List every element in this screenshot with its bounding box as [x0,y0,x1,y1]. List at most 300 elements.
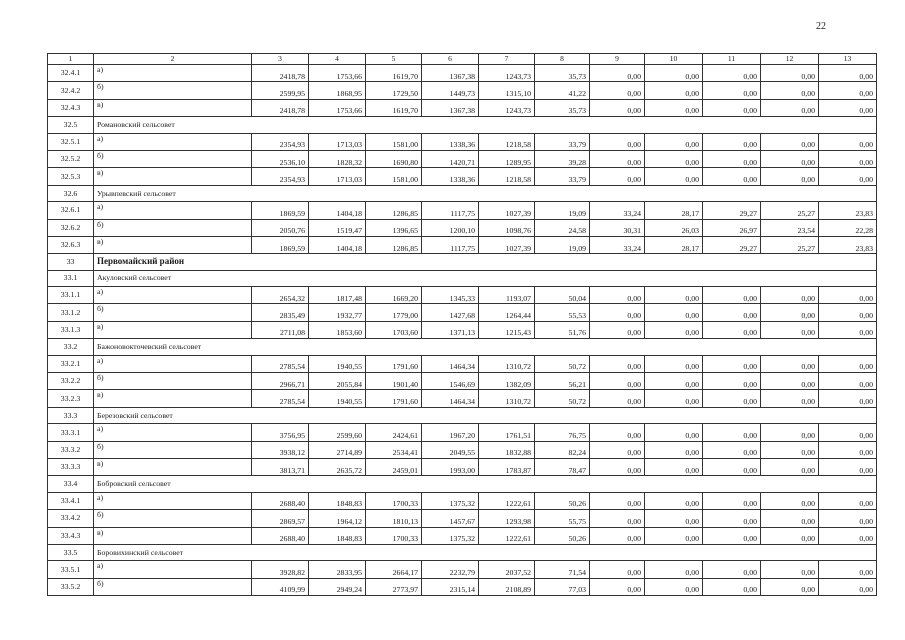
value-cell: 0,00 [761,373,819,390]
value-cell: 2418,78 [252,99,309,116]
value-cell: 0,00 [703,458,761,475]
table-row [48,424,877,441]
value-cell: 33,79 [535,168,590,185]
column-number-cell: 2 [94,54,252,65]
table-row [48,373,877,390]
value-cell: 0,00 [645,527,703,544]
row-code-cell: 32.4.2 [48,82,94,99]
row-label-cell: б) [94,304,252,321]
value-cell: 0,00 [761,492,819,509]
value-cell: 1367,38 [422,65,479,82]
row-code-cell: 33.2.2 [48,373,94,390]
row-label-cell: а) [94,492,252,509]
row-code-cell: 33.3.3 [48,458,94,475]
value-cell: 1940,55 [309,390,366,407]
value-cell: 1828,32 [309,150,366,167]
value-cell: 3756,95 [252,424,309,441]
row-code-cell: 33.2.3 [48,390,94,407]
value-cell: 1832,88 [479,441,535,458]
value-cell: 1810,13 [366,510,422,527]
value-cell: 0,00 [819,168,877,185]
value-cell: 1783,87 [479,458,535,475]
value-cell: 0,00 [645,373,703,390]
value-cell: 2599,95 [252,82,309,99]
table-row [48,441,877,458]
value-cell: 2315,14 [422,578,479,595]
section-header-row [48,270,877,286]
value-cell: 29,27 [703,202,761,219]
value-cell: 1218,58 [479,133,535,150]
value-cell: 0,00 [761,458,819,475]
value-cell: 0,00 [703,390,761,407]
value-cell: 1243,73 [479,99,535,116]
row-code-cell: 33 [48,254,94,270]
value-cell: 1519,47 [309,219,366,236]
value-cell: 1967,20 [422,424,479,441]
column-number-cell: 12 [761,54,819,65]
value-cell: 1310,72 [479,390,535,407]
value-cell: 1382,09 [479,373,535,390]
value-cell: 1713,03 [309,168,366,185]
section-title-cell: Акуловский сельсовет [94,270,877,286]
value-cell: 0,00 [703,424,761,441]
value-cell: 23,54 [761,219,819,236]
row-code-cell: 32.6 [48,185,94,201]
value-cell: 1546,69 [422,373,479,390]
value-cell: 2654,32 [252,287,309,304]
value-cell: 0,00 [703,321,761,338]
value-cell: 29,27 [703,236,761,253]
value-cell: 0,00 [819,82,877,99]
value-cell: 1222,61 [479,492,535,509]
table-row [48,578,877,595]
value-cell: 0,00 [645,168,703,185]
column-number-cell: 1 [48,54,94,65]
value-cell: 0,00 [645,578,703,595]
value-cell: 1791,60 [366,355,422,372]
value-cell: 1700,33 [366,527,422,544]
value-cell: 1338,36 [422,168,479,185]
row-code-cell: 33.3.1 [48,424,94,441]
value-cell: 1464,34 [422,355,479,372]
value-cell: 39,28 [535,150,590,167]
value-cell: 28,17 [645,236,703,253]
value-cell: 0,00 [645,355,703,372]
value-cell: 1367,38 [422,99,479,116]
value-cell: 78,47 [535,458,590,475]
value-cell: 0,00 [761,150,819,167]
value-cell: 2424,61 [366,424,422,441]
row-code-cell: 33.2 [48,339,94,355]
value-cell: 1420,71 [422,150,479,167]
row-code-cell: 32.6.1 [48,202,94,219]
value-cell: 0,00 [761,527,819,544]
table-row [48,492,877,509]
value-cell: 2354,93 [252,168,309,185]
table-row [48,321,877,338]
value-cell: 1761,51 [479,424,535,441]
value-cell: 0,00 [645,458,703,475]
value-cell: 2418,78 [252,65,309,82]
value-cell: 1396,65 [366,219,422,236]
row-code-cell: 33.5.2 [48,578,94,595]
value-cell: 77,03 [535,578,590,595]
value-cell: 50,26 [535,492,590,509]
section-header-row [48,544,877,560]
value-cell: 25,27 [761,202,819,219]
value-cell: 0,00 [819,492,877,509]
value-cell: 0,00 [761,99,819,116]
value-cell: 0,00 [590,99,645,116]
value-cell: 4109,99 [252,578,309,595]
value-cell: 2688,40 [252,527,309,544]
value-cell: 51,76 [535,321,590,338]
value-cell: 1404,18 [309,236,366,253]
value-cell: 50,72 [535,390,590,407]
value-cell: 0,00 [819,65,877,82]
table-row [48,168,877,185]
value-cell: 1117,75 [422,236,479,253]
row-code-cell: 33.4 [48,476,94,492]
value-cell: 71,54 [535,561,590,578]
value-cell: 0,00 [819,150,877,167]
value-cell: 1753,66 [309,99,366,116]
row-code-cell: 32.4.1 [48,65,94,82]
table-row [48,304,877,321]
section-header-row [48,407,877,423]
value-cell: 82,24 [535,441,590,458]
value-cell: 1200,10 [422,219,479,236]
value-cell: 0,00 [703,492,761,509]
value-cell: 0,00 [819,133,877,150]
value-cell: 0,00 [590,510,645,527]
value-cell: 0,00 [819,287,877,304]
value-cell: 0,00 [590,390,645,407]
row-code-cell: 32.4.3 [48,99,94,116]
row-code-cell: 33.1.3 [48,321,94,338]
value-cell: 1713,03 [309,133,366,150]
value-cell: 0,00 [590,133,645,150]
value-cell: 1286,85 [366,202,422,219]
value-cell: 2635,72 [309,458,366,475]
value-cell: 0,00 [703,510,761,527]
row-code-cell: 33.3 [48,407,94,423]
value-cell: 1853,60 [309,321,366,338]
value-cell: 0,00 [819,561,877,578]
value-cell: 3938,12 [252,441,309,458]
value-cell: 33,79 [535,133,590,150]
row-label-cell: б) [94,219,252,236]
value-cell: 1703,60 [366,321,422,338]
row-code-cell: 33.2.1 [48,355,94,372]
value-cell: 0,00 [590,527,645,544]
row-label-cell: в) [94,236,252,253]
value-cell: 1869,59 [252,236,309,253]
row-code-cell: 33.4.2 [48,510,94,527]
value-cell: 26,03 [645,219,703,236]
value-cell: 2037,52 [479,561,535,578]
value-cell: 0,00 [645,99,703,116]
value-cell: 0,00 [761,82,819,99]
value-cell: 1869,59 [252,202,309,219]
value-cell: 76,75 [535,424,590,441]
value-cell: 0,00 [645,321,703,338]
value-cell: 41,22 [535,82,590,99]
value-cell: 1375,32 [422,527,479,544]
value-cell: 26,97 [703,219,761,236]
value-cell: 1215,43 [479,321,535,338]
value-cell: 1310,72 [479,355,535,372]
value-cell: 0,00 [590,355,645,372]
value-cell: 1117,75 [422,202,479,219]
value-cell: 0,00 [761,304,819,321]
value-cell: 30,31 [590,219,645,236]
value-cell: 0,00 [761,561,819,578]
value-cell: 2835,49 [252,304,309,321]
value-cell: 1690,80 [366,150,422,167]
value-cell: 1848,83 [309,492,366,509]
value-cell: 0,00 [590,82,645,99]
section-title-cell: Романовский сельсовет [94,117,877,133]
value-cell: 0,00 [645,561,703,578]
table-row [48,390,877,407]
value-cell: 25,27 [761,236,819,253]
table-row [48,202,877,219]
value-cell: 1753,66 [309,65,366,82]
value-cell: 22,28 [819,219,877,236]
value-cell: 2459,01 [366,458,422,475]
table-body [48,54,877,596]
value-cell: 1669,20 [366,287,422,304]
value-cell: 0,00 [645,133,703,150]
value-cell: 0,00 [645,424,703,441]
section-title-cell: Бажоновокточевский сельсовет [94,339,877,355]
value-cell: 23,83 [819,202,877,219]
value-cell: 0,00 [703,99,761,116]
value-cell: 2232,79 [422,561,479,578]
district-title-cell: Первомайский район [94,254,877,270]
section-title-cell: Бобровский сельсовет [94,476,877,492]
value-cell: 0,00 [590,492,645,509]
value-cell: 3928,82 [252,561,309,578]
row-label-cell: а) [94,133,252,150]
value-cell: 0,00 [761,287,819,304]
value-cell: 23,83 [819,236,877,253]
value-cell: 0,00 [645,390,703,407]
row-label-cell: б) [94,150,252,167]
value-cell: 50,04 [535,287,590,304]
column-number-cell: 3 [252,54,309,65]
value-cell: 0,00 [703,133,761,150]
column-number-cell: 11 [703,54,761,65]
value-cell: 1993,00 [422,458,479,475]
row-code-cell: 32.5 [48,117,94,133]
value-cell: 0,00 [645,65,703,82]
table-row [48,287,877,304]
row-label-cell: в) [94,99,252,116]
value-cell: 1222,61 [479,527,535,544]
value-cell: 0,00 [761,65,819,82]
value-cell: 2688,40 [252,492,309,509]
value-cell: 2773,97 [366,578,422,595]
value-cell: 1286,85 [366,236,422,253]
value-cell: 1619,70 [366,65,422,82]
table-row [48,527,877,544]
table-row [48,65,877,82]
table-row [48,510,877,527]
row-code-cell: 32.5.1 [48,133,94,150]
row-label-cell: в) [94,321,252,338]
value-cell: 1375,32 [422,492,479,509]
value-cell: 0,00 [703,578,761,595]
row-label-cell: в) [94,168,252,185]
value-cell: 0,00 [703,82,761,99]
tariff-table [47,53,877,596]
section-title-cell: Березовский сельсовет [94,407,877,423]
section-header-row [48,339,877,355]
value-cell: 1901,40 [366,373,422,390]
value-cell: 1427,68 [422,304,479,321]
row-code-cell: 33.5.1 [48,561,94,578]
row-code-cell: 33.1.1 [48,287,94,304]
value-cell: 0,00 [819,424,877,441]
value-cell: 2785,54 [252,390,309,407]
column-number-cell: 7 [479,54,535,65]
value-cell: 0,00 [703,561,761,578]
row-code-cell: 33.1 [48,270,94,286]
section-header-row [48,476,877,492]
value-cell: 1371,13 [422,321,479,338]
value-cell: 19,09 [535,202,590,219]
row-code-cell: 33.1.2 [48,304,94,321]
value-cell: 0,00 [590,561,645,578]
value-cell: 0,00 [590,441,645,458]
value-cell: 0,00 [819,527,877,544]
value-cell: 1700,33 [366,492,422,509]
value-cell: 0,00 [761,441,819,458]
row-label-cell: в) [94,458,252,475]
value-cell: 0,00 [819,304,877,321]
value-cell: 2108,89 [479,578,535,595]
value-cell: 2714,89 [309,441,366,458]
value-cell: 0,00 [819,510,877,527]
value-cell: 1619,70 [366,99,422,116]
value-cell: 0,00 [761,168,819,185]
value-cell: 24,58 [535,219,590,236]
value-cell: 35,73 [535,99,590,116]
row-code-cell: 32.5.3 [48,168,94,185]
value-cell: 0,00 [645,150,703,167]
value-cell: 2949,24 [309,578,366,595]
value-cell: 1289,95 [479,150,535,167]
table-row [48,458,877,475]
value-cell: 1404,18 [309,202,366,219]
value-cell: 2354,93 [252,133,309,150]
value-cell: 0,00 [761,321,819,338]
row-label-cell: б) [94,441,252,458]
value-cell: 0,00 [645,510,703,527]
value-cell: 1243,73 [479,65,535,82]
value-cell: 1868,95 [309,82,366,99]
value-cell: 50,72 [535,355,590,372]
row-label-cell: а) [94,424,252,441]
value-cell: 2833,95 [309,561,366,578]
value-cell: 1729,50 [366,82,422,99]
value-cell: 1932,77 [309,304,366,321]
value-cell: 2534,41 [366,441,422,458]
value-cell: 1581,00 [366,133,422,150]
value-cell: 2869,57 [252,510,309,527]
row-code-cell: 32.6.2 [48,219,94,236]
row-label-cell: а) [94,202,252,219]
column-number-cell: 5 [366,54,422,65]
value-cell: 0,00 [819,578,877,595]
value-cell: 0,00 [590,321,645,338]
table-row [48,236,877,253]
value-cell: 0,00 [645,492,703,509]
value-cell: 0,00 [590,373,645,390]
value-cell: 1315,10 [479,82,535,99]
value-cell: 1457,67 [422,510,479,527]
value-cell: 0,00 [703,355,761,372]
value-cell: 0,00 [761,133,819,150]
column-number-cell: 10 [645,54,703,65]
value-cell: 1848,83 [309,527,366,544]
value-cell: 0,00 [645,441,703,458]
value-cell: 1345,33 [422,287,479,304]
row-code-cell: 33.3.2 [48,441,94,458]
value-cell: 0,00 [819,458,877,475]
value-cell: 0,00 [761,355,819,372]
row-code-cell: 32.5.2 [48,150,94,167]
value-cell: 1338,36 [422,133,479,150]
column-number-cell: 9 [590,54,645,65]
value-cell: 2664,17 [366,561,422,578]
table-header-row [48,54,877,65]
row-label-cell: а) [94,561,252,578]
column-number-cell: 13 [819,54,877,65]
value-cell: 1817,48 [309,287,366,304]
value-cell: 1027,39 [479,202,535,219]
table-row [48,561,877,578]
value-cell: 0,00 [645,287,703,304]
value-cell: 0,00 [819,373,877,390]
row-code-cell: 33.4.3 [48,527,94,544]
value-cell: 1779,00 [366,304,422,321]
value-cell: 1218,58 [479,168,535,185]
row-code-cell: 33.5 [48,544,94,560]
value-cell: 1293,98 [479,510,535,527]
row-label-cell: б) [94,373,252,390]
value-cell: 0,00 [703,168,761,185]
page-number: 22 [816,21,826,32]
table-row [48,150,877,167]
row-label-cell: б) [94,510,252,527]
value-cell: 0,00 [590,304,645,321]
value-cell: 2966,71 [252,373,309,390]
section-title-cell: Боровихинский сельсовет [94,544,877,560]
value-cell: 0,00 [590,458,645,475]
row-label-cell: а) [94,65,252,82]
column-number-cell: 6 [422,54,479,65]
table-row [48,219,877,236]
value-cell: 1791,60 [366,390,422,407]
value-cell: 1940,55 [309,355,366,372]
value-cell: 1098,76 [479,219,535,236]
value-cell: 0,00 [819,441,877,458]
value-cell: 0,00 [590,287,645,304]
section-header-row [48,185,877,201]
